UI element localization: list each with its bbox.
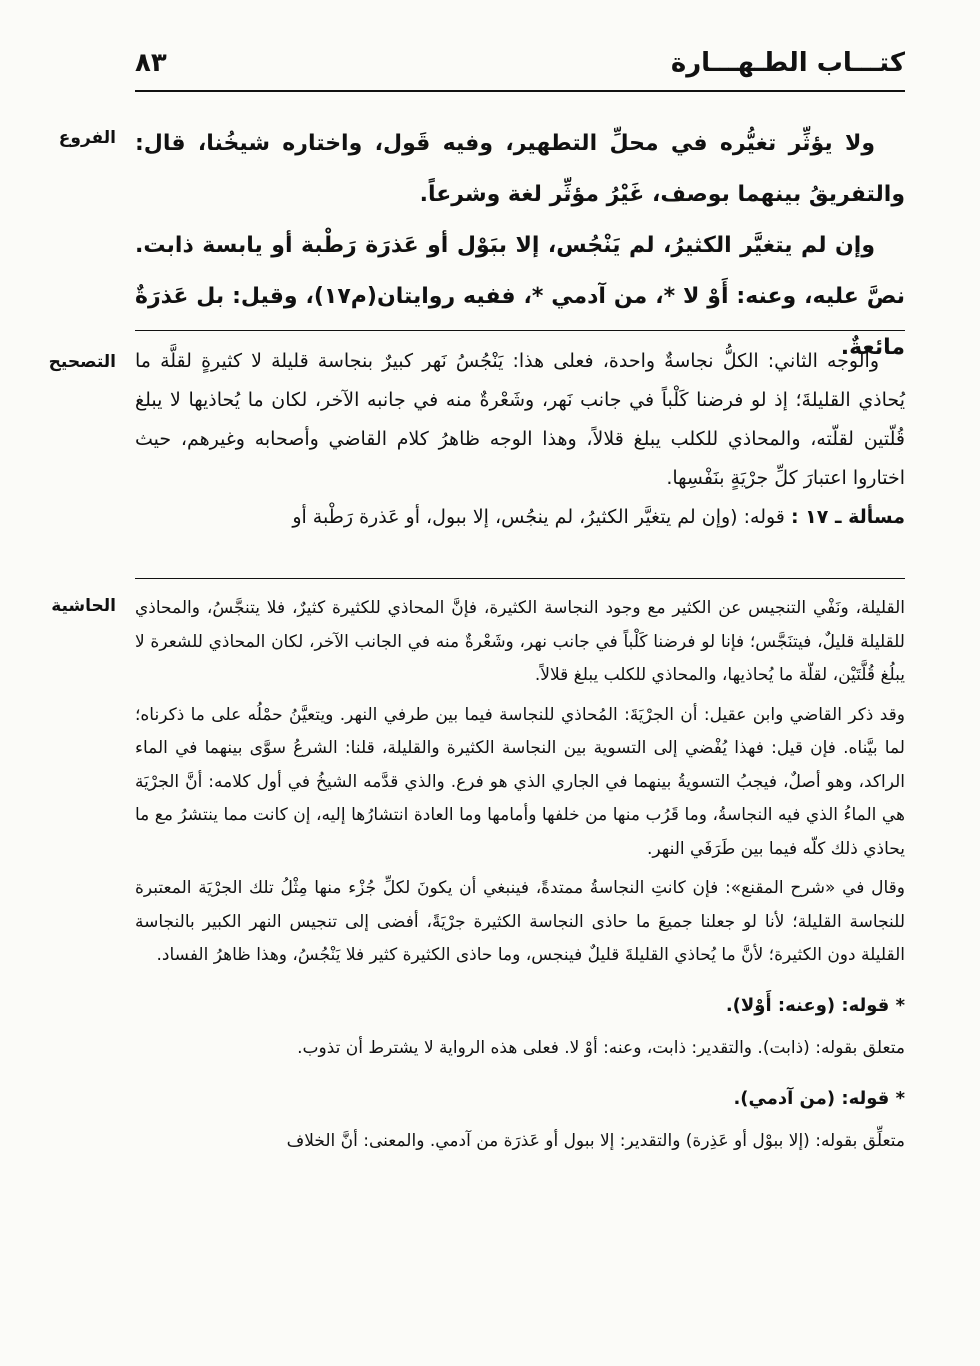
note-body: متعلق بقوله: (ذابت). والتقدير: ذابت، وعنه: أوْ لا. فعلى هذه الرواية لا يشترط أن تذوب. [297,1038,905,1058]
page-number: ٨٣ [135,48,167,78]
section-divider [135,330,905,331]
masala-text: قوله: (وإن لم يتغيَّر الكثيرُ، لم ينجُس، إلا ببول، أو عَذرة رَطْبة أو [292,506,785,528]
furu-paragraph: ولا يؤثِّر تغيُّره في محلِّ التطهير، وفيه قَول، واختاره شيخُنا، قال: والتفريقُ بينهما بوصف، غَيْرُ مؤثِّر لغة وشرعاً. [135,131,905,207]
section-furu [135,118,905,373]
hashiya-paragraph: وقد ذكر القاضي وابن عقيل: أن الجرْيَةَ: المُحاذي للنجاسة فيما بين طرفي النهر. ويتعيَّنُ حمْلُه على ما ذكرناه؛ لما بيَّناه. فإن قيل: فهذا يُفْضي إلى التسوية بين النجاسة الكثيرة والقليلة، قلنا: الشرعُ سوَّى بينهما في الماء الراكد، وهو أصلٌ، فيجبُ التسويةُ بينهما في الجاري الذي هو فرع. والذي قدَّمه الشيخُ في أول كلامه: أنَّ الجرْيَة هي الماءُ الذي فيه النجاسةُ، وما قَرُب منها من خلفها وأمامها وما العادة انتشارُها إليه، إن كانت مما ينتشرُ مع ما يحاذي ذلك كلّه فيما بين طَرَفَي النهر. [135,704,905,859]
label-hashiya: الحاشية [51,596,116,616]
section-tashih [135,342,905,537]
note-heading: * قوله: (من آدمي). [733,1087,905,1109]
note-heading: * قوله: (وعنه: أَوْلا). [725,994,905,1016]
section-hashiya [135,592,905,1167]
label-furu: الفروع [58,128,116,148]
section-divider [135,578,905,579]
hashiya-paragraph: القليلة، ونَفْي التنجيس عن الكثير مع وجود النجاسة الكثيرة، فإنَّ المحاذي للكثيرة كثيرٌ، فلا يتنجَّسُ، والمحاذي للقليلة قليلٌ، فيتنَجَّس؛ فإنا لو فرضنا كَلْباً في جانب نهر، وشَعْرةٌ منه في الجانب الآخر، لكان المحاذي للشعرة لا يبلُغ قُلَّتَيْن، لقلّة ما يُحاذيها، والمحاذي للكلب يبلغ قلالاً. [135,598,905,685]
furu-paragraph: وإن لم يتغيَّر الكثيرُ، لم يَنْجُس، إلا ببَوْل أو عَذرَة رَطْبة أو يابسة ذابت. نصَّ عليه، وعنه: أَوْ لا *، من آدمي *، ففيه روايتان(م١٧)، وقيل: بل عَذرَةٌ مائعةٌ. [135,233,905,360]
label-tashih: التصحيح [48,352,116,372]
tashih-paragraph: والوجه الثاني: الكلُّ نجاسةٌ واحدة، فعلى هذا: يَنْجُسُ نَهر كبيرٌ بنجاسة قليلة لا كثيرةٍ لقلَّة ما يُحاذي القليلةَ؛ إذ لو فرضنا كَلْباً في جانب نَهر، وشَعْرةٌ منه في جانبه الآخر، لكان ما يُحاذيها لا يبلغ قُلّتين لقلّته، والمحاذي للكلب يبلغ قلالاً، وهذا الوجه ظاهرُ كلام القاضي وأصحابه وغيرهم، حيث اختاروا اعتبارَ كلِّ جرْيَةٍ بنَفْسِها. [135,350,905,489]
masala-line [135,498,905,537]
hashiya-paragraph: وقال في «شرح المقنع»: فإن كانتِ النجاسةُ ممتدةً، فينبغي أن يكونَ لكلِّ جُزْء منها مِثْلُ تلك الجرْيَة المعتبرة للنجاسة القليلة؛ لأنا لو جعلنا جميعَ ما حاذى النجاسة الكثيرة جرْيَةً، أفضى إلى تنجيس النهر الكبير بالنجاسة القليلة دون الكثيرة؛ لأنَّ ما يُحاذي القليلةَ قليلٌ فينجس، وما حاذى الكثيرة كثير فلا يَنْجُسُ، وهذا ظاهرُ الفساد. [135,878,905,965]
page-header [135,40,905,92]
note-body: متعلِّق بقوله: (إلا ببوْل أو عَذِرة) والتقدير: إلا ببول أو عَذرَة من آدمي. والمعنى: أنَّ الخلاف [286,1131,905,1151]
running-title: كتـــاب الطـهـــارة [670,48,905,78]
masala-label: مسألة ـ ١٧ : [790,506,905,528]
